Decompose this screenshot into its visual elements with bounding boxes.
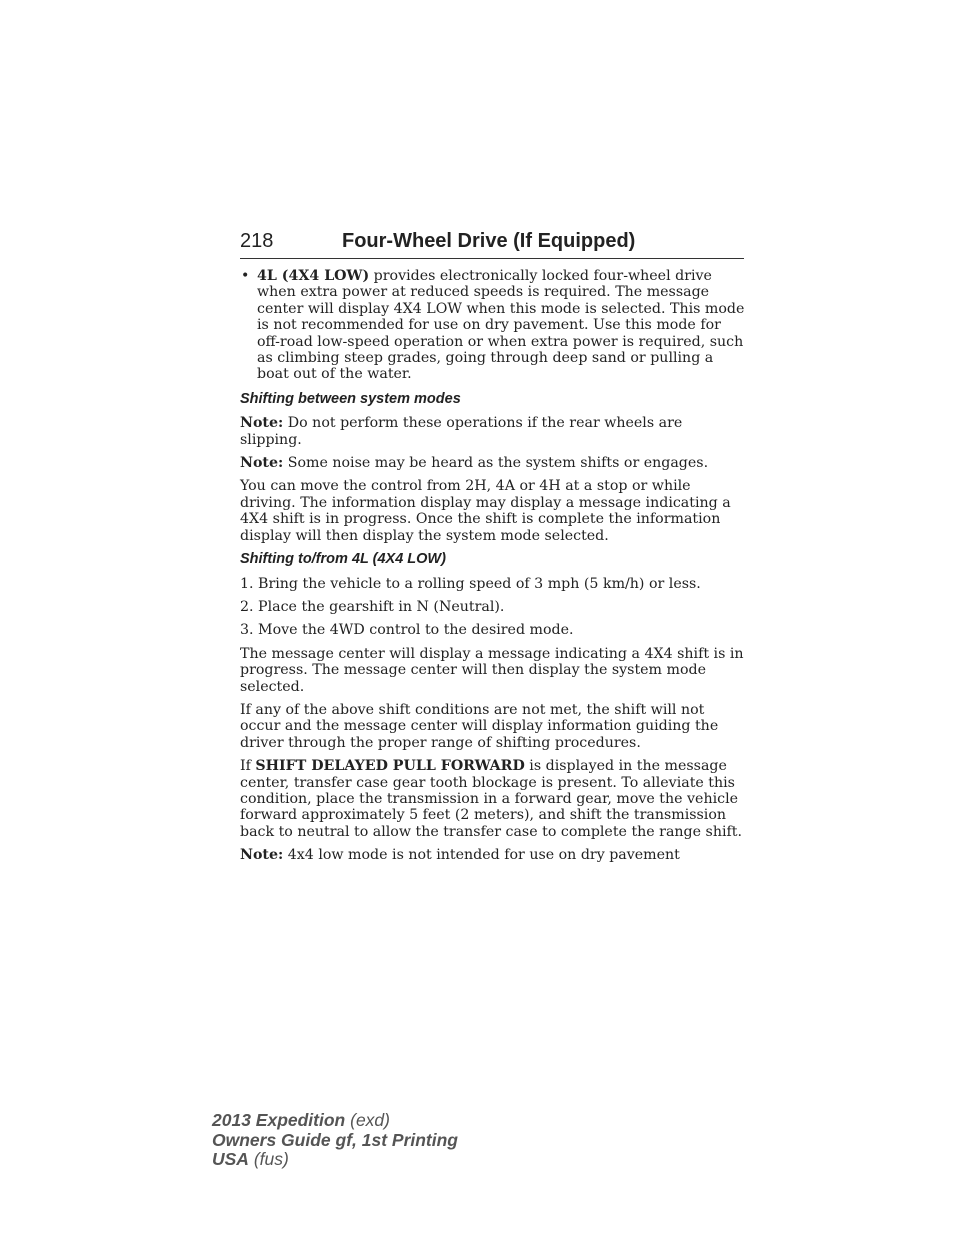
note-text: Do not perform these operations if the rear wheels are slipping. [240, 415, 683, 448]
page-number: 218 [240, 230, 274, 252]
footer-model: 2013 Expedition [212, 1110, 346, 1130]
paragraph-shift-conditions: If any of the above shift conditions are not met, the shift will not occur and the message center will display information guiding the driver through the proper range of shifting procedures. [240, 701, 719, 751]
footer-model-code: (exd) [345, 1110, 390, 1130]
footer-line-region [212, 1150, 458, 1170]
page-header [240, 228, 744, 259]
note-text: Some noise may be heard as the system shifts or engages. [283, 455, 709, 472]
shift-delayed-message: SHIFT DELAYED PULL FORWARD [255, 758, 525, 775]
section-title: Four-Wheel Drive (If Equipped) [342, 230, 636, 252]
para-prefix: If [240, 758, 256, 775]
note-dry-pavement [240, 847, 746, 863]
footer-line-model [212, 1111, 458, 1131]
footer-region-code: (fus) [248, 1149, 289, 1169]
step-1: 1. Bring the vehicle to a rolling speed of 3 mph (5 km/h) or less. [240, 575, 701, 592]
footer-line-guide [212, 1131, 458, 1151]
subheading-shifting-modes: Shifting between system modes [240, 390, 461, 407]
note-label: Note: [240, 415, 284, 432]
page-footer [212, 1111, 458, 1170]
step-3: 3. Move the 4WD control to the desired mode. [240, 622, 574, 639]
footer-region: USA [212, 1149, 249, 1169]
page-content [240, 268, 746, 871]
note-noise [240, 455, 746, 471]
footer-guide: Owners Guide gf, 1st Printing [212, 1129, 458, 1150]
paragraph-message-center: The message center will display a message indicating a 4X4 shift is in progress. The message center will then display the system mode selected. [240, 645, 744, 695]
subheading-shifting-4l: Shifting to/from 4L (4X4 LOW) [240, 551, 446, 568]
para-text: is displayed in the message center, transfer case gear tooth blockage is present. To alleviate this condition, place the transmission in a forward gear, move the vehicle forward approximately 5 feet (2 meters), and shift the transmission back to neutral to allow the transfer case to complete the range shift. [240, 758, 742, 840]
bullet-term: 4L (4X4 LOW) [257, 268, 370, 284]
note-label: Note: [240, 455, 284, 472]
note-rear-wheels [240, 415, 746, 448]
paragraph-move-control: You can move the control from 2H, 4A or 4H at a stop or while driving. The information display may display a message indicating a 4X4 shift is in progress. Once the shift is complete the information display will then display the system mode selected. [240, 478, 731, 544]
bullet-text: provides electronically locked four-wheel drive when extra power at reduced speeds is required. The message center will display 4X4 LOW when this mode is selected. This mode is not recommended for use on dry pavement. Use this mode for off-road low-speed operation or when extra power is required, such as climbing steep grades, going through deep sand or pulling a boat out of the water. [257, 268, 745, 383]
bullet-item-4l [240, 268, 746, 383]
bullet-icon: • [241, 268, 250, 284]
step-2: 2. Place the gearshift in N (Neutral). [240, 598, 505, 615]
paragraph-shift-delayed [240, 758, 746, 840]
note-label: Note: [240, 847, 284, 864]
note-text: 4x4 low mode is not intended for use on dry pavement [283, 847, 680, 864]
